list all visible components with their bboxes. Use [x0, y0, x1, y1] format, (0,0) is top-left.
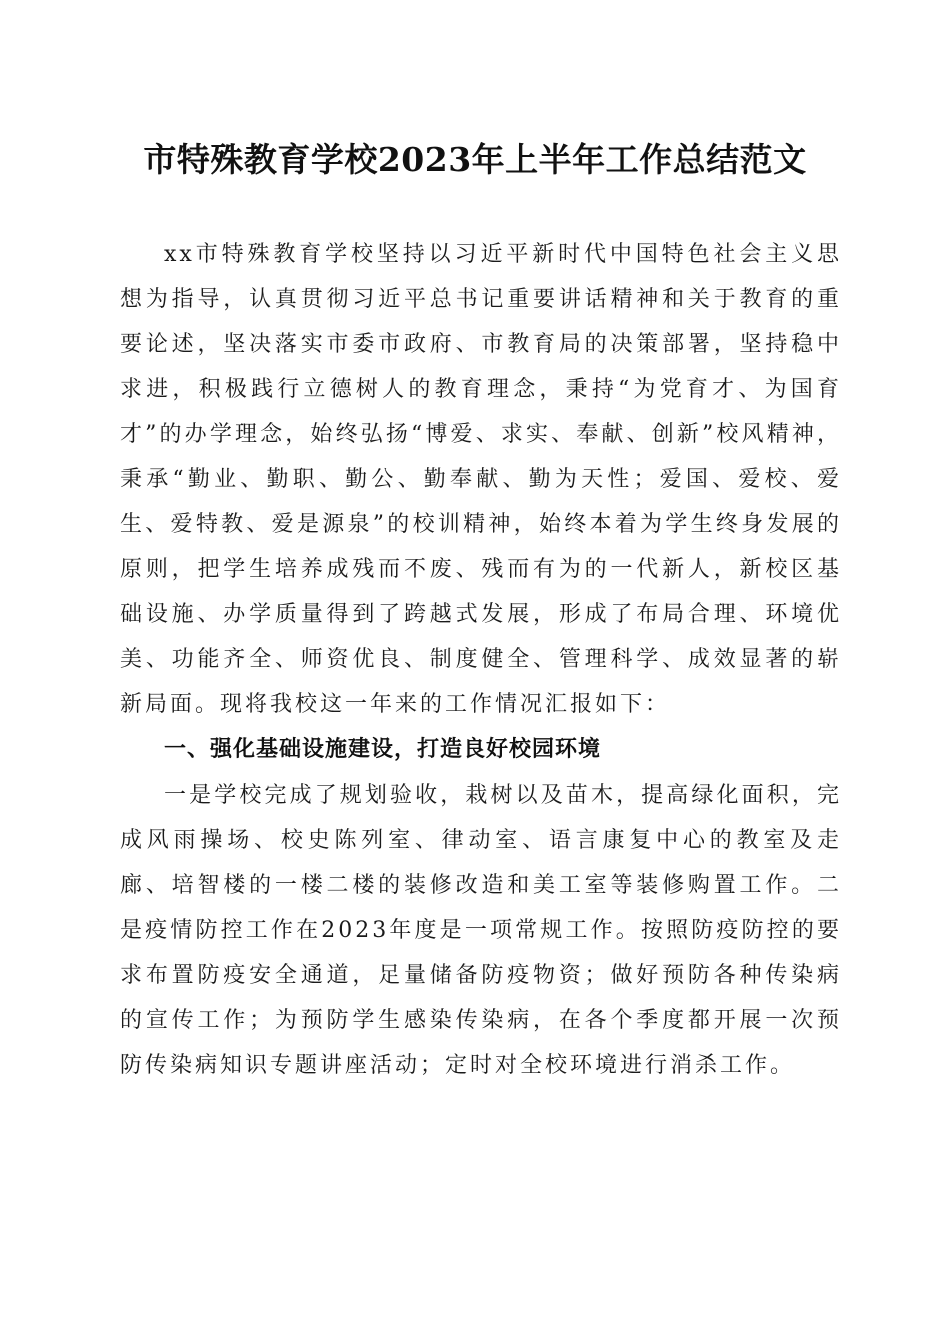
section-1-paragraph: 一是学校完成了规划验收，栽树以及苗木，提高绿化面积，完成风雨操场、校史陈列室、律动室、语言康复中心的教室及走廊、培智楼的一楼二楼的装修改造和美工室等装修购置工作。二是疫情防控工作在2023年度是一项常规工作。按照防疫防控的要求布置防疫安全通道，足量储备防疫物资；做好预防各种传染病的宣传工作；为预防学生感染传染病，在各个季度都开展一次预防传染病知识专题讲座活动；定时对全校环境进行消杀工作。 — [120, 783, 842, 1078]
intro-paragraph: xx市特殊教育学校坚持以习近平新时代中国特色社会主义思想为指导，认真贯彻习近平总书记重要讲话精神和关于教育的重要论述，坚决落实市委市政府、市教育局的决策部署，坚持稳中求进，积极践行立德树人的教育理念，秉持“为党育才、为国育才”的办学理念，始终弘扬“博爱、求实、奉献、创新”校风精神，秉承“勤业、勤职、勤公、勤奉献、勤为天性；爱国、爱校、爱生、爱特教、爱是源泉”的校训精神，始终本着为学生终身发展的原则，把学生培养成残而不废、残而有为的一代新人，新校区基础设施、办学质量得到了跨越式发展，形成了布局合理、环境优美、功能齐全、师资优良、制度健全、管理科学、成效显著的崭新局面。现将我校这一年来的工作情况汇报如下： — [120, 242, 842, 717]
section-1-heading: 一、强化基础设施建设，打造良好校园环境 — [164, 737, 602, 762]
document-body — [120, 232, 842, 1088]
document-title: 市特殊教育学校2023年上半年工作总结范文 — [143, 140, 807, 179]
